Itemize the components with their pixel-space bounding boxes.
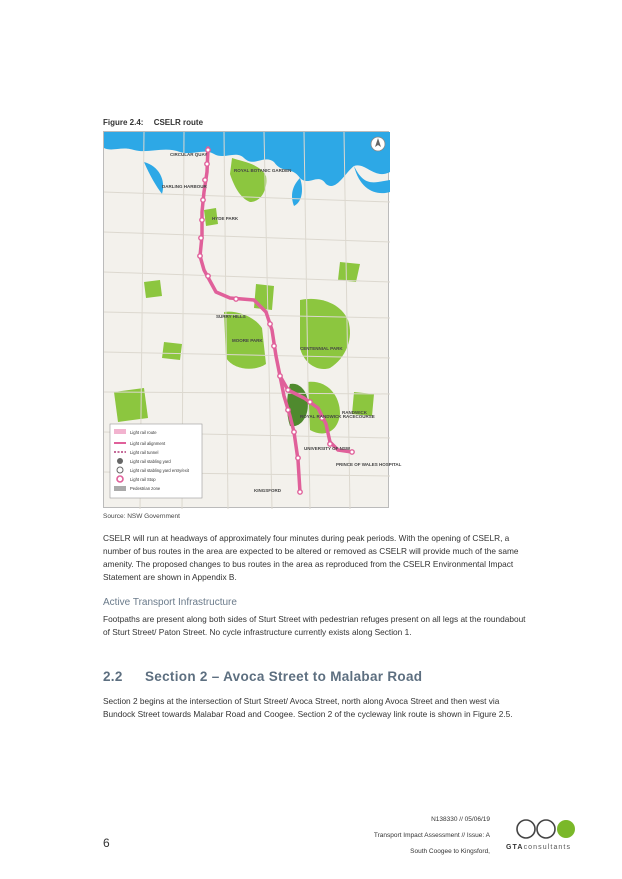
figure-number: Figure 2.4: bbox=[103, 118, 144, 127]
figure-title: CSELR route bbox=[153, 118, 204, 127]
footer-doc: Transport Impact Assessment // Issue: A bbox=[373, 832, 490, 839]
page-number: 6 bbox=[103, 836, 110, 850]
label-hyde-park: HYDE PARK bbox=[212, 216, 239, 221]
paragraph-footpaths: Footpaths are present along both sides of Sturt Street with pedestrian refuges present on all legs at the roundabout of Sturt Street/ Paton Street. No cycle infrastructure currently exists along Section 1. bbox=[103, 614, 526, 637]
legend-swatch-stop bbox=[117, 476, 123, 482]
legend-swatch-pedestrian bbox=[114, 486, 126, 491]
legend-swatch-stabling bbox=[117, 458, 123, 464]
label-kingsford: KINGSFORD bbox=[254, 488, 281, 493]
figure-caption bbox=[103, 118, 203, 127]
legend-swatch-route bbox=[114, 429, 126, 434]
section-title: Section 2 – Avoca Street to Malabar Road bbox=[145, 669, 423, 684]
paragraph-section-2: Section 2 begins at the intersection of Sturt Street/ Avoca Street, north along Avoca Street and then west via Bundock Street towards Malabar Road and Coogee. Section 2 of the cycleway link route is shown in Figure 2.5. bbox=[103, 696, 513, 719]
footer-meta bbox=[374, 812, 490, 860]
legend-label-stabling: Light rail stabling yard bbox=[130, 459, 171, 464]
footer-project: South Coogee to Kingsford, bbox=[410, 848, 490, 855]
label-randwick: RANDWICK bbox=[342, 410, 367, 415]
legend-label-pedestrian: Pedestrian zone bbox=[130, 486, 161, 491]
map-legend bbox=[110, 424, 202, 498]
label-centennial-park: CENTENNIAL PARK bbox=[300, 346, 343, 351]
legend-label-stop: Light rail Stop bbox=[130, 477, 156, 482]
legend-label-alignment: Light rail alignment bbox=[130, 441, 166, 446]
gta-logo bbox=[506, 817, 590, 855]
north-arrow-icon bbox=[371, 137, 385, 151]
label-darling-harbour: DARLING HARBOUR bbox=[162, 184, 207, 189]
label-surry-hills: SURRY HILLS bbox=[216, 314, 246, 319]
label-moore-park: MOORE PARK bbox=[232, 338, 263, 343]
logo-rest: consultants bbox=[523, 844, 572, 851]
legend-label-stabling-entry: Light rail stabling yard entry/exit bbox=[130, 468, 189, 473]
figure-source: Source: NSW Government bbox=[103, 513, 180, 520]
subheading-active-transport: Active Transport Infrastructure bbox=[103, 597, 237, 608]
section-number: 2.2 bbox=[103, 669, 123, 684]
map-graphic bbox=[104, 132, 402, 509]
footer-ref: N138330 // 05/06/19 bbox=[431, 816, 490, 823]
gta-logo-circles-icon bbox=[506, 817, 590, 843]
logo-wordmark bbox=[506, 844, 571, 851]
legend-label-tunnel: Light rail tunnel bbox=[130, 450, 159, 455]
label-prince-of-wales: PRINCE OF WALES HOSPITAL bbox=[336, 462, 402, 467]
logo-bold: GTA bbox=[506, 844, 524, 851]
label-circular-quay: CIRCULAR QUAY bbox=[170, 152, 208, 157]
label-unsw: UNIVERSITY OF NSW bbox=[304, 446, 351, 451]
paragraph-cselr-headways: CSELR will run at headways of approximately four minutes during peak periods. With the opening of CSELR, a number of bus routes in the area are expected to be altered or removed as CSELR will provide much of the same amenity. The proposed changes to bus routes in the area as reproduced from the CSELR Environmental Impact Statement are shown in Appendix B. bbox=[103, 533, 519, 582]
legend-swatch-stabling-entry bbox=[117, 467, 123, 473]
label-racecourse: ROYAL RANDWICK RACECOURSE bbox=[300, 414, 375, 419]
section-heading bbox=[103, 669, 422, 684]
legend-label-route: Light rail route bbox=[130, 430, 157, 435]
label-botanic-garden: ROYAL BOTANIC GARDEN bbox=[234, 168, 292, 173]
cselr-route-map bbox=[103, 131, 402, 508]
